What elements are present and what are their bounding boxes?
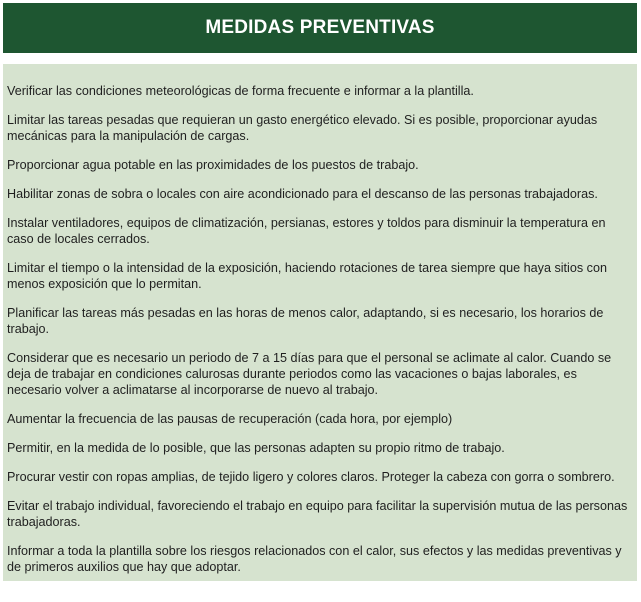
measure-item: Verificar las condiciones meteorológicas de forma frecuente e informar a la plantilla. [7,84,474,98]
measure-item: Planificar las tareas más pesadas en las horas de menos calor, adaptando, si es necesario, los horarios de trabajo. [7,306,604,336]
measure-item: Limitar las tareas pesadas que requieran un gasto energético elevado. Si es posible, proporcionar ayudas mecánicas para la manipulación de cargas. [7,113,598,143]
measure-item: Habilitar zonas de sobra o locales con aire acondicionado para el descanso de las personas trabajadoras. [7,187,598,201]
measure-item: Permitir, en la medida de lo posible, que las personas adapten su propio ritmo de trabajo. [7,441,505,455]
measure-item: Evitar el trabajo individual, favoreciendo el trabajo en equipo para facilitar la supervisión mutua de las personas trabajadoras. [7,499,628,529]
measure-item: Procurar vestir con ropas amplias, de tejido ligero y colores claros. Proteger la cabeza con gorra o sombrero. [7,470,615,484]
measures-panel [3,64,637,581]
page-title: MEDIDAS PREVENTIVAS [205,17,435,38]
measure-item: Aumentar la frecuencia de las pausas de recuperación (cada hora, por ejemplo) [7,412,453,426]
measure-item: Instalar ventiladores, equipos de climatización, persianas, estores y toldos para disminuir la temperatura en caso de locales cerrados. [7,216,606,246]
measure-item: Limitar el tiempo o la intensidad de la exposición, haciendo rotaciones de tarea siempre que haya sitios con menos exposición que lo permitan. [7,261,607,291]
measure-item: Proporcionar agua potable en las proximidades de los puestos de trabajo. [7,158,419,172]
measure-item: Considerar que es necesario un periodo de 7 a 15 días para que el personal se aclimate al calor. Cuando se deja de trabajar en condiciones calurosas durante periodos como las vacaciones o bajas laborales, es necesario volver a aclimatarse al incorporarse de nuevo al trabajo. [7,351,612,397]
header-banner [3,3,637,53]
measure-item: Informar a toda la plantilla sobre los riesgos relacionados con el calor, sus efectos y las medidas preventivas y de primeros auxilios que hay que adoptar. [7,544,622,574]
